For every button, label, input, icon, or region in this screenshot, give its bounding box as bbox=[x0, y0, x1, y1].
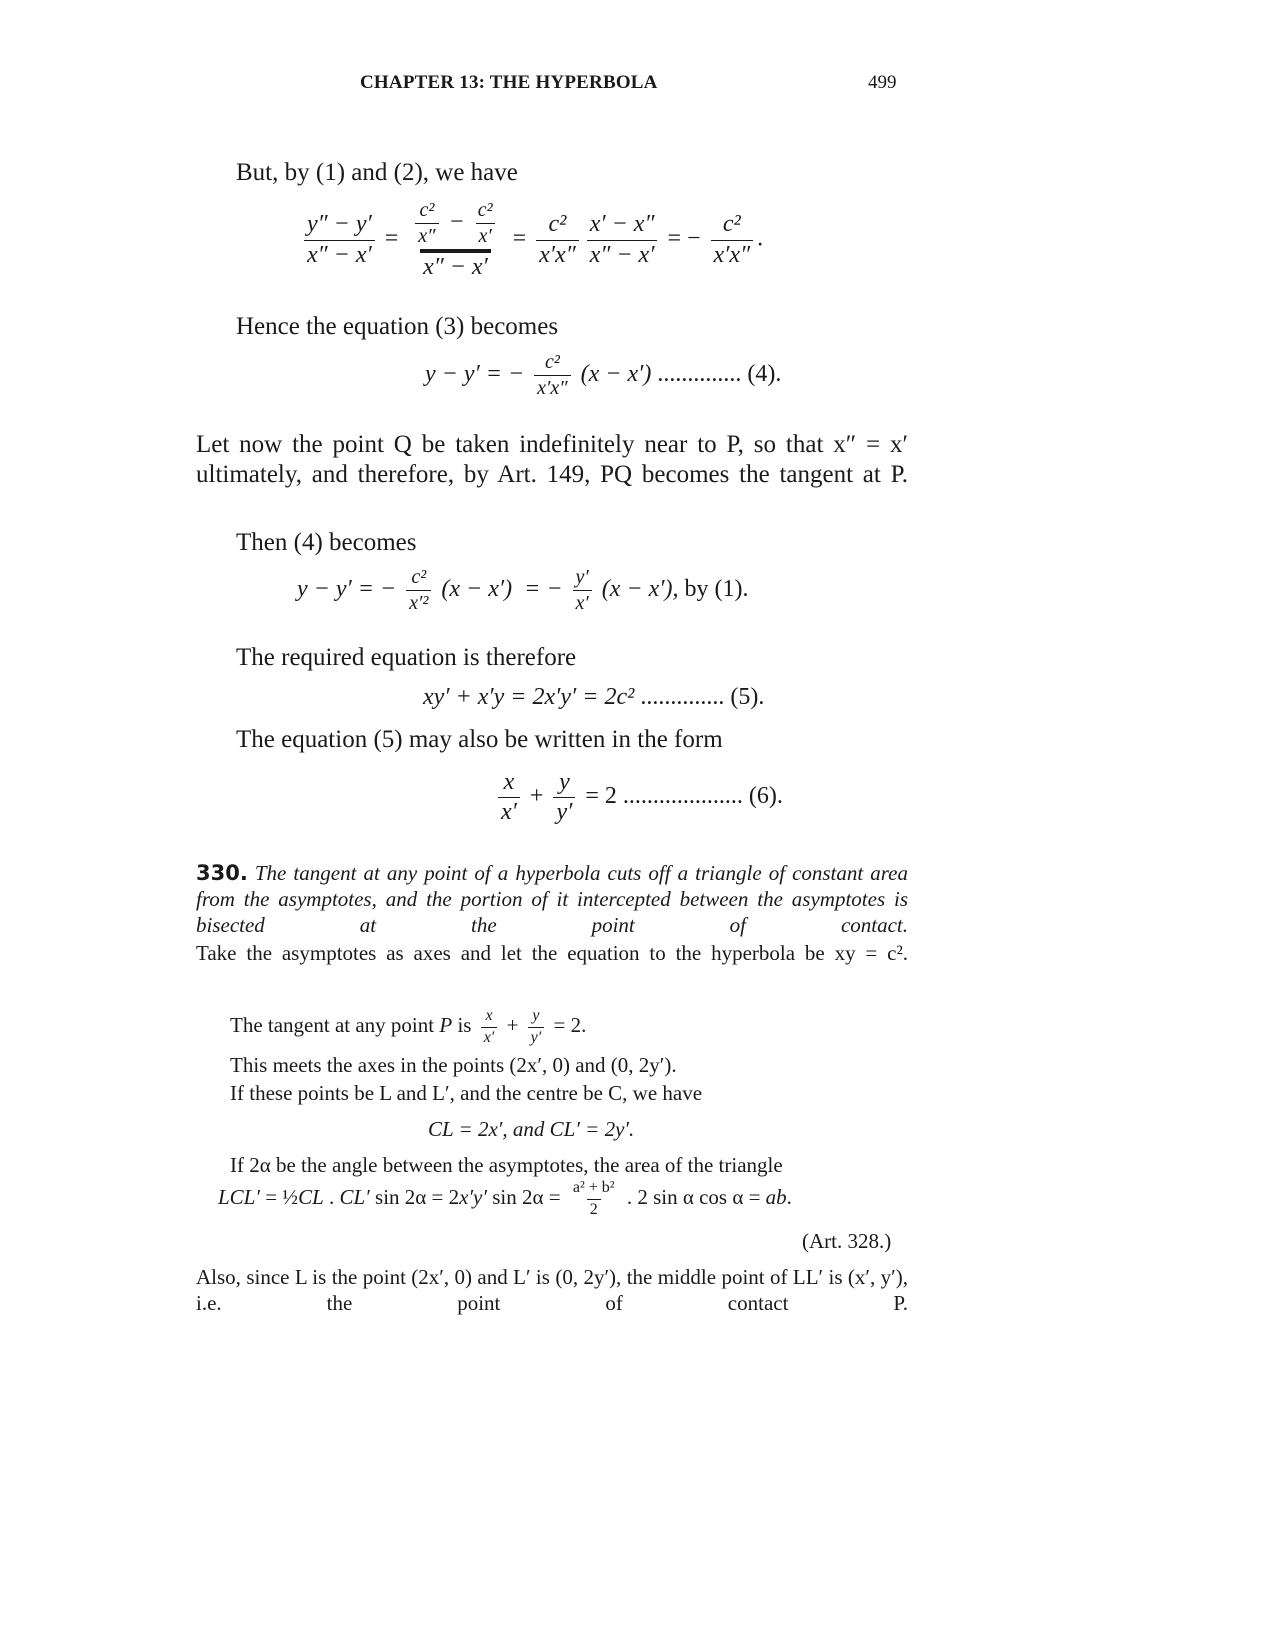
text-line-2: Hence the equation (3) becomes bbox=[236, 313, 559, 340]
text-line-3: Then (4) becomes bbox=[236, 529, 417, 556]
equation-5 bbox=[423, 684, 764, 711]
running-head: CHAPTER 13: THE HYPERBOLA bbox=[360, 72, 658, 93]
equation-6-dots: .................... bbox=[622, 783, 743, 810]
article-paragraph-2: The tangent at any point P is $\frac{x}{x'}$ + $\frac{y}{y'}$ = 2. bbox=[230, 1007, 587, 1046]
equation-4-tag: (4). bbox=[747, 361, 782, 388]
paragraph-limit: Let now the point Q be taken indefinitely near to P, so that x″ = x′ ultimately, and therefore, by Art. 149, PQ becomes the tangent at P. bbox=[196, 431, 908, 488]
equation-4: y − y′ = − $\frac{\text{c²}}{x'x''}$ (x − x′) .............. (4). bbox=[425, 351, 782, 399]
article-330-statement bbox=[196, 860, 908, 938]
article-paragraph-7: LCL′ = ½CL . CL′ sin 2α = 2x′y′ sin 2α = $\frac{\text{a² + b²}}{2}$ . 2 sin α cos α = ab. bbox=[218, 1179, 792, 1218]
text-line-5: The equation (5) may also be written in the form bbox=[236, 726, 723, 753]
equation-tangent: y − y′ = − $\frac{\text{c²}}{\text{x′²}}$ (x − x′) = − $\frac{y'}{x'}$ (x − x′), by (1). bbox=[297, 566, 749, 614]
equation-6-tag: (6). bbox=[748, 783, 783, 810]
article-paragraph-5: CL = 2x′, and CL′ = 2y′. bbox=[428, 1117, 635, 1141]
article-paragraph-4: If these points be L and L′, and the centre be C, we have bbox=[230, 1081, 703, 1105]
article-number: 330. bbox=[196, 861, 248, 885]
article-paragraph-8: Also, since L is the point (2x′, 0) and L′ is (0, 2y′), the middle point of LL′ is (x′, y′), i.e. the point of contact P. bbox=[196, 1265, 908, 1315]
equation-1: $\frac{y'' - y'}{x'' - x'}$ = $\frac{\text{c²}}{x''}$ − $\frac{\text{c²}}{x'}$ x″ − x′ = $\frac{\text{c²}}{x'x''}$ $\frac{x' - x''}{x'' - x'}$ = − $\frac{\text{c²}}{x'x''}$ . bbox=[300, 200, 763, 280]
article-paragraph-6: If 2α be the angle between the asymptotes, the area of the triangle bbox=[230, 1153, 783, 1177]
article-statement: The tangent at any point of a hyperbola cuts off a triangle of constant area from the asymptotes, and the portion of it intercepted between the asymptotes is bisected at the point of contact. bbox=[196, 861, 908, 937]
article-paragraph-1: Take the asymptotes as axes and let the equation to the hyperbola be xy = c². bbox=[196, 941, 908, 965]
equation-5-lhs: xy′ + x′y = 2x′y′ = 2c² bbox=[423, 684, 635, 710]
page-number: 499 bbox=[868, 72, 897, 93]
equation-6: $\frac{x}{x'}$ + $\frac{y}{y'}$ = 2 .................... (6). bbox=[494, 770, 783, 825]
equation-4-dots: .............. bbox=[657, 361, 742, 388]
article-paragraph-3: This meets the axes in the points (2x′, 0) and (0, 2y′). bbox=[230, 1053, 677, 1077]
text-line-1: But, by (1) and (2), we have bbox=[236, 159, 518, 186]
article-reference: (Art. 328.) bbox=[802, 1229, 892, 1253]
text-line-4: The required equation is therefore bbox=[236, 644, 577, 671]
equation-5-dots: .............. bbox=[640, 684, 725, 710]
equation-5-tag: (5). bbox=[730, 684, 765, 710]
